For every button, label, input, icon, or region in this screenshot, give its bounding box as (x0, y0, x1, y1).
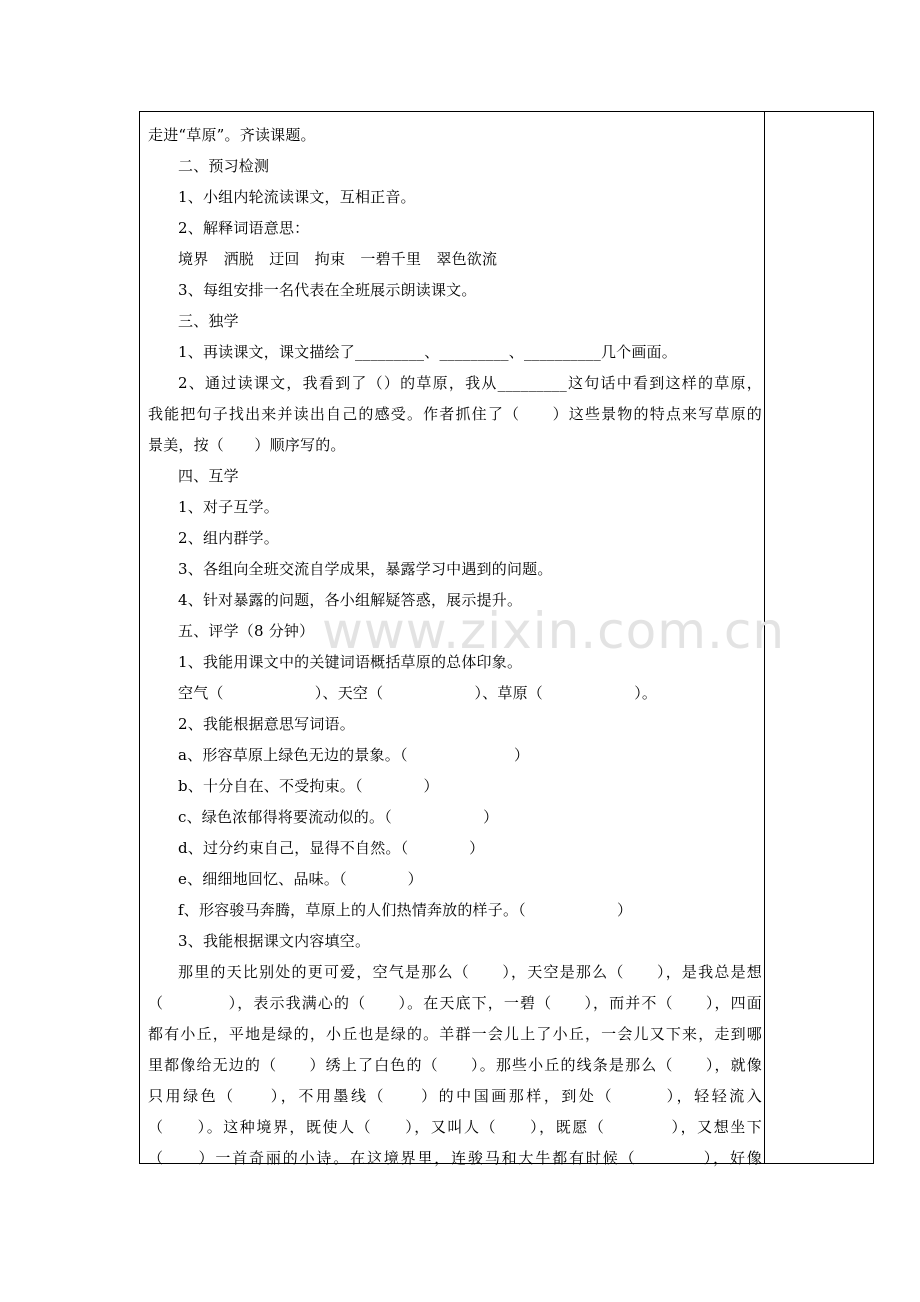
text-line: 2、我能根据意思写词语。 (178, 715, 355, 733)
text-line: 2、通过读课文，我看到了（）的草原，我从_________这句话中看到这样的草原， (178, 374, 762, 392)
text-line: 我能把句子找出来并读出自己的感受。作者抓住了（ ）这些景物的特点来写草原的 (148, 405, 762, 423)
text-line: 那里的天比别处的更可爱，空气是那么（ ），天空是那么（ ），是我总是想 (178, 963, 762, 981)
text-line: 3、每组安排一名代表在全班展示朗读课文。 (178, 281, 477, 299)
lesson-content-cell (148, 120, 762, 1174)
text-line: 空气（ ）、天空（ ）、草原（ ）。 (178, 684, 658, 702)
text-line: 里都像给无边的（ ）绣上了白色的（ ）。那些小丘的线条是那么（ ），就像 (148, 1056, 762, 1074)
text-line: c、绿色浓郁得将要流动似的。（ ） (178, 808, 499, 826)
text-line: 3、我能根据课文内容填空。 (178, 932, 371, 950)
text-line: 境界 洒脱 迂回 拘束 一碧千里 翠色欲流 (178, 250, 498, 268)
text-line: 4、针对暴露的问题，各小组解疑答惑，展示提升。 (178, 591, 523, 609)
text-line: 2、解释词语意思： (178, 219, 310, 237)
text-line: （ ）。这种境界，既使人（ ），又叫人（ ），既愿（ ），又想坐下 (148, 1118, 762, 1136)
text-line: 景美，按（ ）顺序写的。 (148, 436, 346, 454)
text-line: 1、对子互学。 (178, 498, 279, 516)
text-line: e、细细地回忆、品味。（ ） (178, 870, 423, 888)
text-line: 2、组内群学。 (178, 529, 279, 547)
text-line: 1、再读课文，课文描绘了_________、_________、__________几个画面。 (178, 343, 677, 361)
text-line: d、过分约束自己，显得不自然。（ ） (178, 839, 485, 857)
text-line: 走进“草原”。齐读课题。 (148, 126, 316, 144)
notes-column-divider (764, 112, 765, 1163)
text-line: 3、各组向全班交流自学成果，暴露学习中遇到的问题。 (178, 560, 553, 578)
text-line: 1、我能用课文中的关键词语概括草原的总体印象。 (178, 653, 523, 671)
text-line: 二、预习检测 (178, 157, 270, 175)
text-line: f、形容骏马奔腾，草原上的人们热情奔放的样子。（ ） (178, 901, 633, 919)
text-line: （ ）一首奇丽的小诗。在这境界里，连骏马和大牛都有时候（ ），好像 (148, 1149, 762, 1167)
text-line: 五、评学（8 分钟） (178, 622, 315, 640)
watermark: www.zixin.com.cn (322, 602, 786, 660)
text-line: （ ），表示我满心的（ ）。在天底下，一碧（ ），而并不（ ），四面 (148, 994, 762, 1012)
text-line: b、十分自在、不受拘束。（ ） (178, 777, 439, 795)
text-line: 四、互学 (178, 467, 239, 485)
text-line: 都有小丘，平地是绿的，小丘也是绿的。羊群一会儿上了小丘，一会儿又下来，走到哪 (148, 1025, 762, 1043)
text-line: 只用绿色（ ），不用墨线（ ）的中国画那样，到处（ ），轻轻流入 (148, 1087, 762, 1105)
text-line: 三、独学 (178, 312, 239, 330)
text-line: a、形容草原上绿色无边的景象。（ ） (178, 746, 530, 764)
text-line: 1、小组内轮流读课文，互相正音。 (178, 188, 416, 206)
lesson-plan-table (139, 111, 874, 1167)
